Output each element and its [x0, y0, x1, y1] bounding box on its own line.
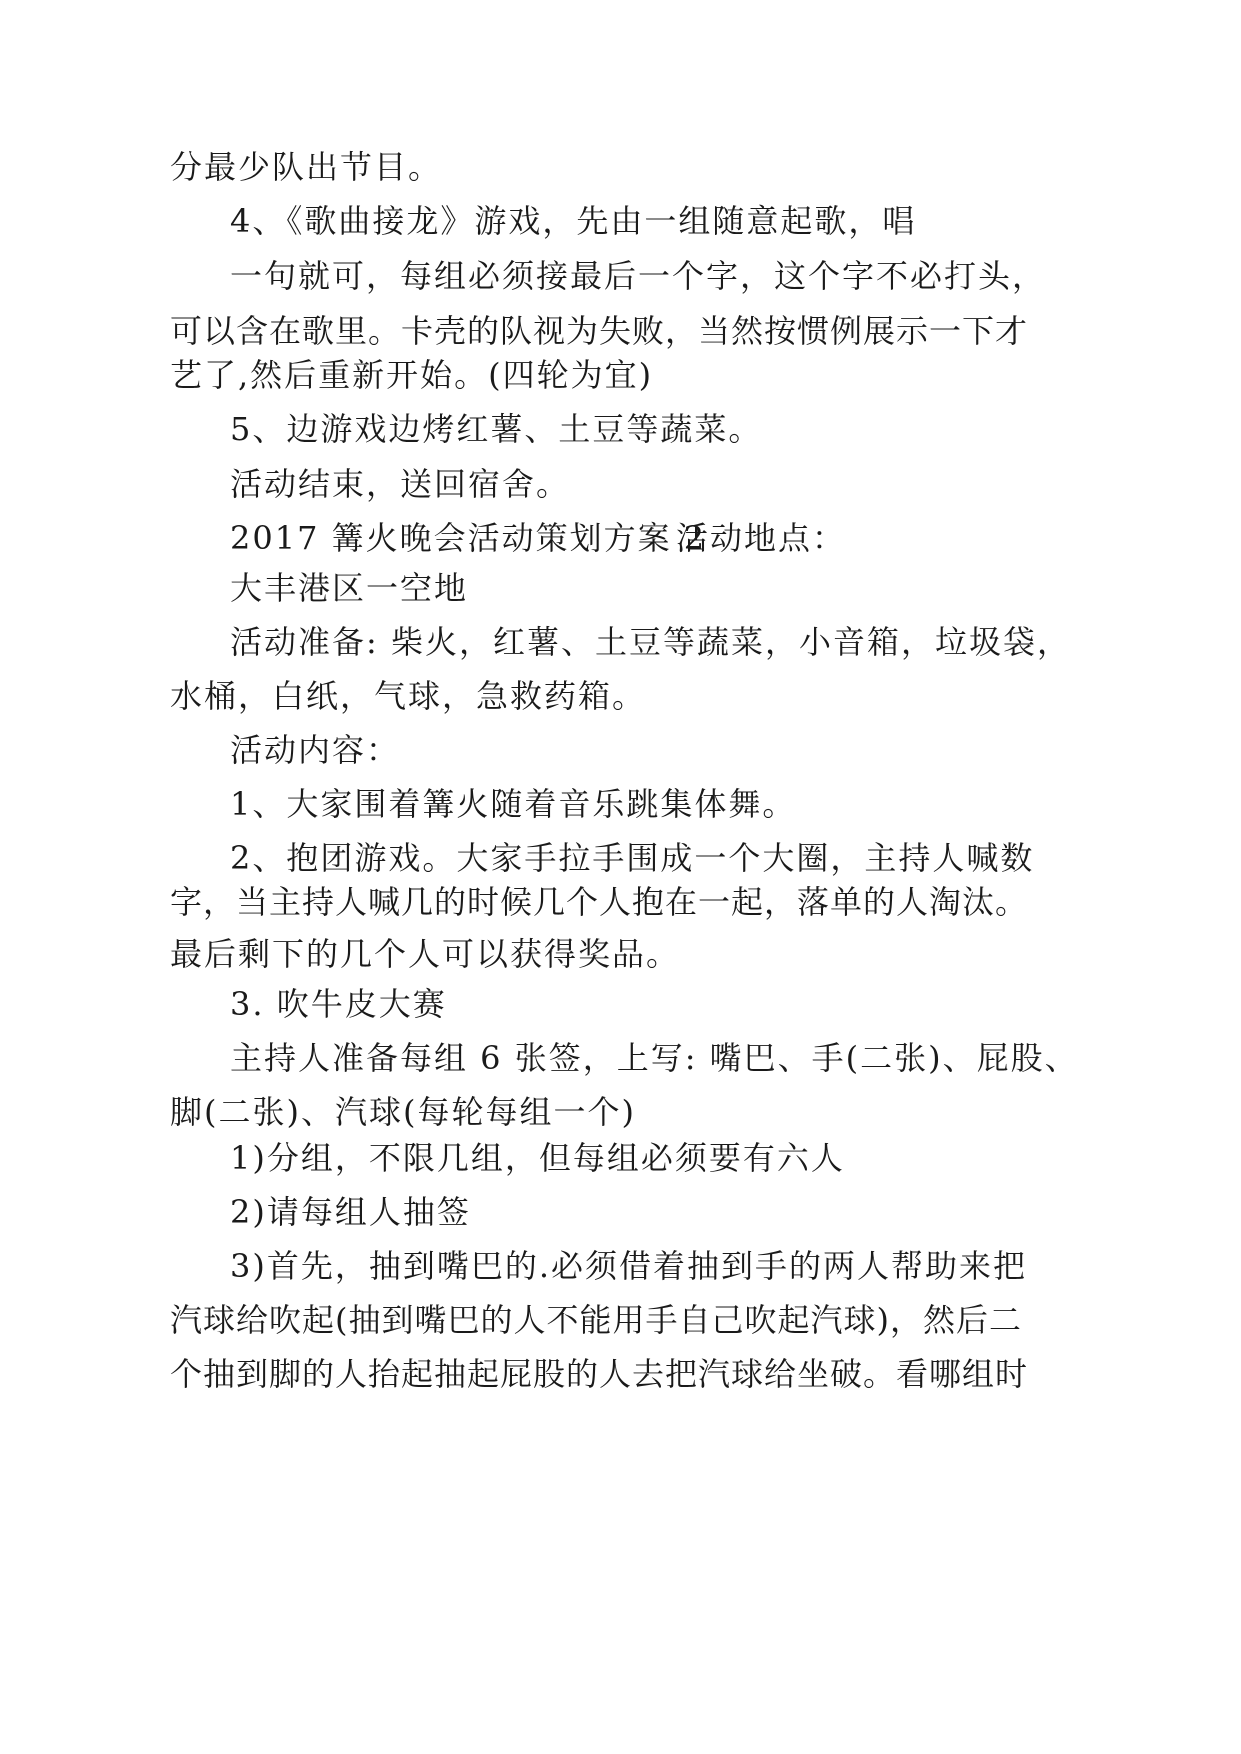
text-line: 一句就可，每组必须接最后一个字，这个字不必打头， [230, 257, 1047, 295]
text-line: 4、《歌曲接龙》游戏，先由一组随意起歌，唱 [230, 202, 917, 240]
text-line: 主持人准备每组 6 张签，上写: 嘴巴、手(二张)、屁股、 [230, 1039, 1079, 1077]
section-title: 2017 篝火晚会活动策划方案 2 [230, 519, 707, 557]
text-line: 个抽到脚的人抬起抽起屁股的人去把汽球给坐破。看哪组时 [170, 1355, 1029, 1393]
text-line: 汽球给吹起(抽到嘴巴的人不能用手自己吹起汽球)，然后二 [170, 1301, 1022, 1339]
text-line: 大丰港区一空地 [230, 569, 469, 607]
text-line: 分最少队出节目。 [170, 148, 443, 186]
text-line: 活动结束，送回宿舍。 [230, 465, 571, 503]
text-line: 5、边游戏边烤红薯、土豆等蔬菜。 [230, 410, 763, 448]
text-line: 最后剩下的几个人可以获得奖品。 [170, 935, 681, 973]
text-line: 2、抱团游戏。大家手拉手围成一个大圈，主持人喊数 [230, 839, 1035, 877]
text-line: 活动地点： [676, 519, 847, 557]
text-line: 字，当主持人喊几的时候几个人抱在一起，落单的人淘汰。 [170, 883, 1029, 921]
text-line: 3. 吹牛皮大赛 [230, 985, 447, 1023]
text-line: 脚(二张)、汽球(每轮每组一个) [170, 1093, 636, 1131]
text-line: 水桶，白纸，气球，急救药箱。 [170, 677, 647, 715]
text-line: 活动准备: 柴火，红薯、土豆等蔬菜，小音箱，垃圾袋， [230, 623, 1071, 661]
text-line: 2)请每组人抽签 [230, 1193, 471, 1231]
text-line: 1)分组，不限几组，但每组必须要有六人 [230, 1139, 845, 1177]
text-line: 1、大家围着篝火随着音乐跳集体舞。 [230, 785, 797, 823]
text-line: 活动内容： [230, 731, 401, 769]
text-line: 可以含在歌里。卡壳的队视为失败，当然按惯例展示一下才 [170, 312, 1029, 350]
text-line: 艺了,然后重新开始。(四轮为宜) [170, 356, 654, 394]
text-line: 3)首先，抽到嘴巴的.必须借着抽到手的两人帮助来把 [230, 1247, 1028, 1285]
